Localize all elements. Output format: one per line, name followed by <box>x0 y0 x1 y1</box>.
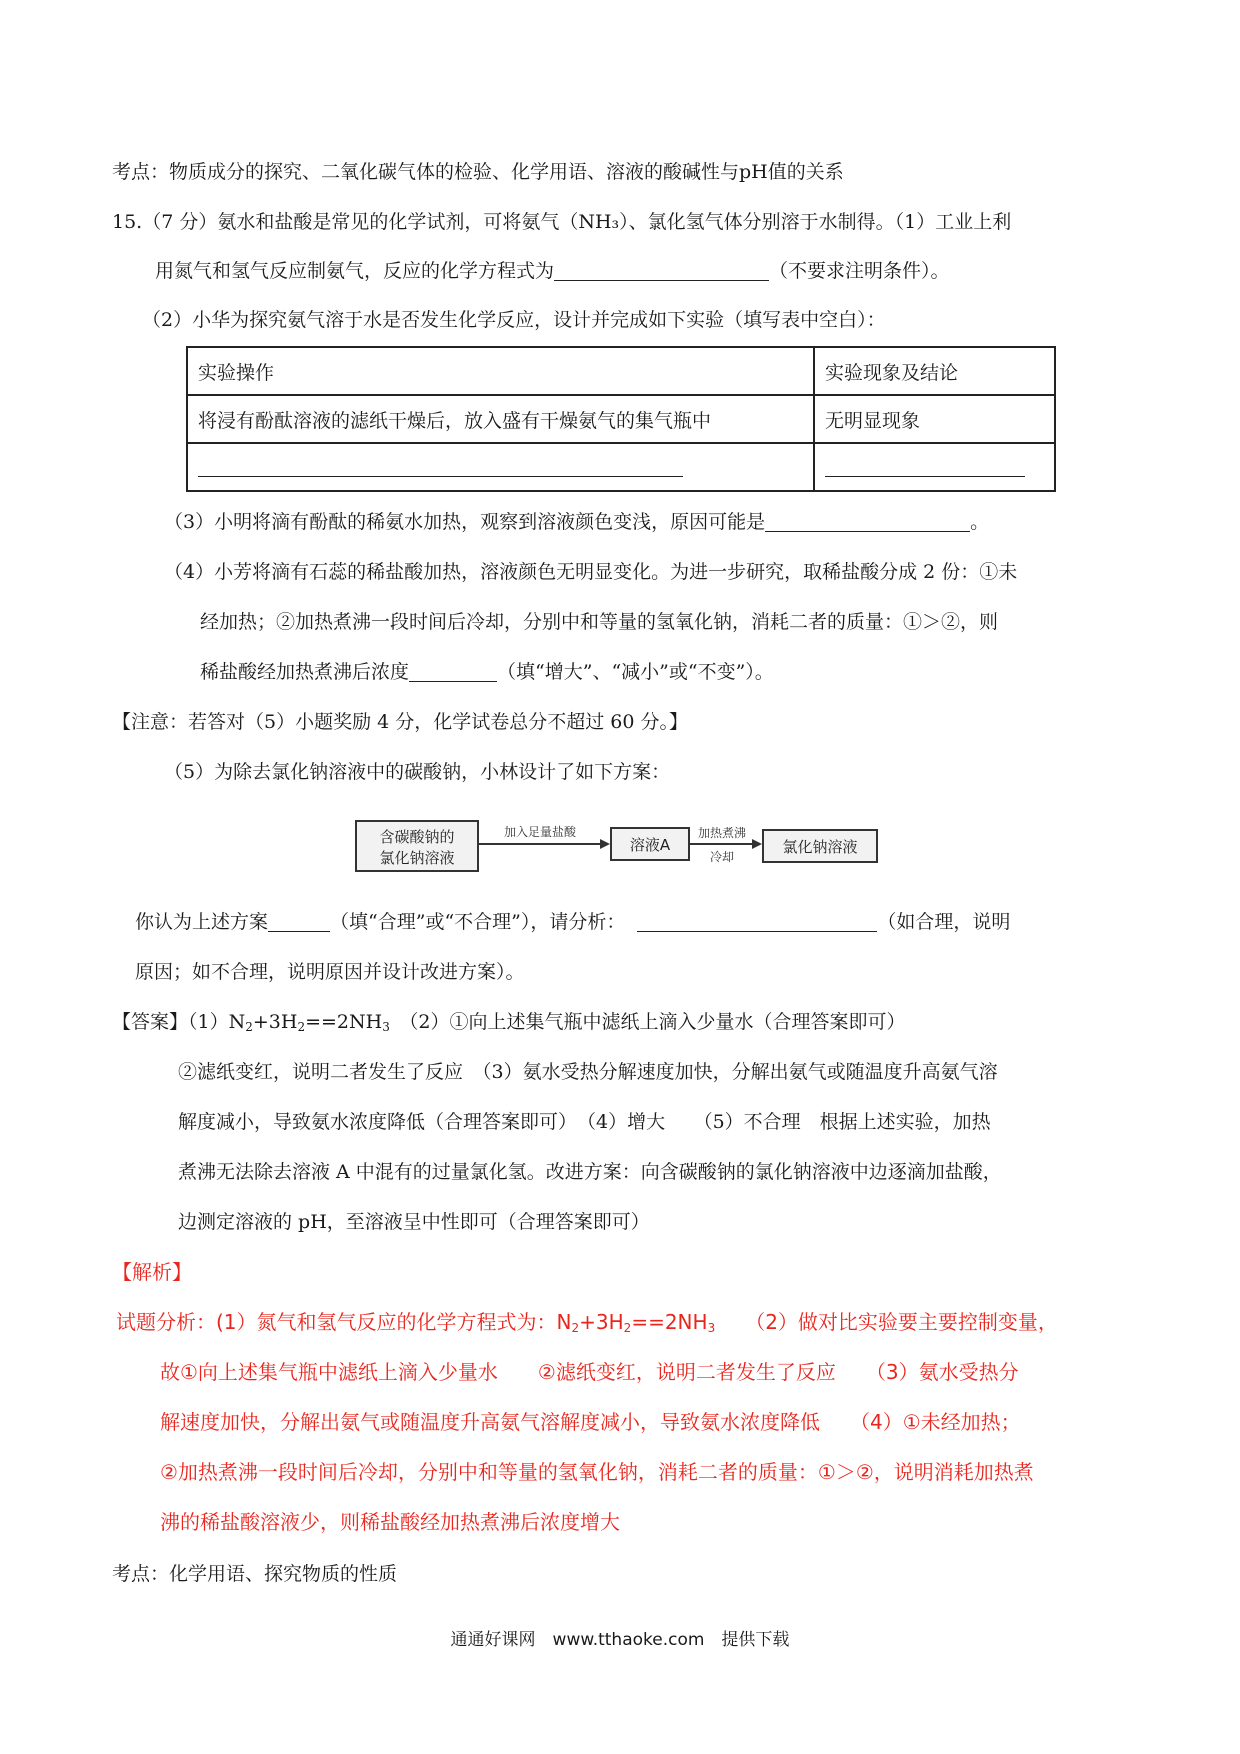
answer-blank-operation[interactable] <box>198 456 683 477</box>
answer-line-5: 边测定溶液的 pH，至溶液呈中性即可（合理答案即可） <box>178 1211 650 1233</box>
subscript-2: 2 <box>297 1020 306 1034</box>
question-15-line-2-suffix: （不要求注明条件）。 <box>769 260 950 282</box>
answer-formula-part-2: +3H <box>252 1011 298 1033</box>
topic-line-top: 考点：物质成分的探究、二氧化碳气体的检验、化学用语、溶液的酸碱性与pH值的关系 <box>112 161 844 183</box>
analysis-line-1-rest: （2）做对比实验要主要控制变量， <box>755 1310 1058 1334</box>
answer-line-3: 解度减小，导致氨水浓度降低（合理答案即可） （4）增大 （5）不合理 根据上述实验，加热 <box>178 1111 991 1133</box>
flow-arrow-2-label-top: 加热煮沸 <box>697 826 747 840</box>
question-15-part-4-line-2: 经加热；②加热煮沸一段时间后冷却，分别中和等量的氢氧化钠，消耗二者的质量：①＞②，则 <box>200 611 999 633</box>
table-row-1-result: 无明显现象 <box>814 395 1055 443</box>
subscript-2: 2 <box>623 1321 632 1335</box>
question-15-part-2: （2）小华为探究氨气溶于水是否发生化学反应，设计并完成如下实验（填写表中空白）： <box>142 309 886 331</box>
experiment-table <box>186 346 1056 492</box>
question-15-part-3 <box>164 509 989 535</box>
answer-blank-equation[interactable] <box>554 260 769 281</box>
bonus-note: 【注意：若答对（5）小题奖励 4 分，化学试卷总分不超过 60 分。】 <box>112 711 689 733</box>
flow-box-end-label: 氯化钠溶液 <box>782 838 858 856</box>
question-15-part-5-line-2: 原因；如不合理，说明原因并设计改进方案）。 <box>135 961 525 983</box>
flow-arrow-1-label: 加入足量盐酸 <box>503 825 577 839</box>
question-15-part-4-line-3 <box>200 659 774 685</box>
page-footer: 通通好课网 www.tthaoke.com 提供下载 <box>450 1630 790 1650</box>
table-row-2-operation[interactable] <box>187 443 814 491</box>
flow-arrowhead-2 <box>752 839 762 849</box>
answer-line-1 <box>112 1009 905 1035</box>
answer-line-2: ②滤纸变红，说明二者发生了反应 （3）氨水受热分解速度加快，分解出氨气或随温度升高氨气溶 <box>178 1061 998 1083</box>
subscript-3: 3 <box>707 1321 716 1335</box>
flow-box-middle-label: 溶液A <box>629 836 671 854</box>
answer-blank-reason[interactable] <box>765 511 970 532</box>
question-15-part-4-suffix: （填“增大”、“减小”或“不变”）。 <box>497 661 774 683</box>
analysis-line-4: ②加热煮沸一段时间后冷却，分别中和等量的氢氧化钠，消耗二者的质量：①＞②，说明消耗加热煮 <box>160 1460 1034 1484</box>
flow-box-start-label-1: 含碳酸钠的 <box>379 828 455 846</box>
analysis-line-1-text: 试题分析：(1）氮气和氢气反应的化学方程式为：N <box>116 1310 572 1334</box>
question-15-part-5-text: 你认为上述方案 <box>135 911 269 933</box>
question-15-part-5-line-1 <box>135 909 1010 935</box>
answer-blank-reasonable[interactable] <box>268 911 330 932</box>
subscript-2: 2 <box>571 1321 580 1335</box>
analysis-line-2: 故①向上述集气瓶中滤纸上滴入少量水 ②滤纸变红，说明二者发生了反应 （3）氨水受热分 <box>160 1360 1019 1384</box>
topic-line-bottom: 考点：化学用语、探究物质的性质 <box>112 1563 398 1585</box>
answer-label: 【答案】（1）N <box>112 1011 246 1033</box>
analysis-line-1 <box>116 1309 1058 1335</box>
table-header-operation: 实验操作 <box>187 347 814 395</box>
table-row-2-result[interactable] <box>814 443 1055 491</box>
flow-arrow-2-label-bottom: 冷却 <box>709 850 735 864</box>
question-15-line-2-text: 用氮气和氢气反应制氨气，反应的化学方程式为 <box>155 260 555 282</box>
process-flow-diagram <box>355 818 880 876</box>
answer-line-4: 煮沸无法除去溶液 A 中混有的过量氯化氢。改进方案：向含碳酸钠的氯化钠溶液中边逐滴加盐酸， <box>178 1161 1002 1183</box>
question-15-part-5-suffix: （如合理，说明 <box>877 911 1011 933</box>
question-15-part-3-text: （3）小明将滴有酚酞的稀氨水加热，观察到溶液颜色变浅，原因可能是 <box>164 511 766 533</box>
question-15-line-2 <box>155 258 950 284</box>
question-15-part-4-line-1: （4）小芳将滴有石蕊的稀盐酸加热，溶液颜色无明显变化。为进一步研究，取稀盐酸分成 2 份：①未 <box>164 561 1018 583</box>
table-header-result: 实验现象及结论 <box>814 347 1055 395</box>
subscript-3: 3 <box>382 1020 390 1034</box>
flow-arrowhead-1 <box>600 839 610 849</box>
question-15-line-1: 15.（7 分）氨水和盐酸是常见的化学试剂，可将氨气（NH₃）、氯化氢气体分别溶于水制得。（1）工业上利 <box>112 211 1012 233</box>
answer-blank-result[interactable] <box>825 456 1025 477</box>
question-15-part-5: （5）为除去氯化钠溶液中的碳酸钠，小林设计了如下方案： <box>164 761 671 783</box>
analysis-title: 【解析】 <box>112 1260 192 1284</box>
analysis-line-5: 沸的稀盐酸溶液少，则稀盐酸经加热煮沸后浓度增大 <box>160 1510 620 1534</box>
question-15-part-5-mid: （填“合理”或“不合理”），请分析： <box>330 911 626 933</box>
answer-blank-concentration[interactable] <box>409 661 497 682</box>
answer-line-1-rest: （2）①向上述集气瓶中滤纸上滴入少量水（合理答案即可） <box>408 1011 906 1033</box>
subscript-2: 2 <box>245 1020 253 1034</box>
question-15-part-4-text: 稀盐酸经加热煮沸后浓度 <box>200 661 410 683</box>
analysis-formula-part-3: ==2NH <box>631 1310 708 1334</box>
analysis-formula-part-2: +3H <box>579 1310 624 1334</box>
flow-box-start-label-2: 氯化钠溶液 <box>379 849 455 867</box>
analysis-line-3: 解速度加快，分解出氨气或随温度升高氨气溶解度减小，导致氨水浓度降低 （4）①未经加热； <box>160 1410 1021 1434</box>
answer-formula-part-3: ==2NH <box>305 1011 383 1033</box>
question-15-part-3-suffix: 。 <box>970 511 990 533</box>
answer-blank-analysis[interactable] <box>637 911 877 932</box>
table-row-1-operation: 将浸有酚酞溶液的滤纸干燥后，放入盛有干燥氨气的集气瓶中 <box>187 395 814 443</box>
